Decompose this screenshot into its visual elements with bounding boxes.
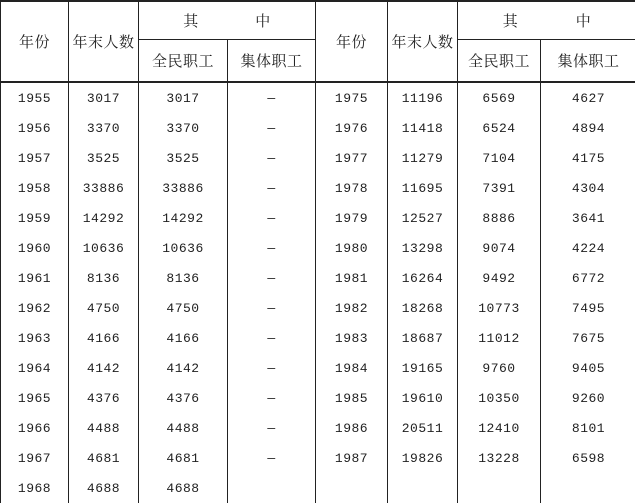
collective-workers-cell: — — [228, 113, 316, 143]
state-workers-cell: 4750 — [139, 293, 228, 323]
collective-workers-cell: 9405 — [571, 360, 606, 376]
total-cell: 3370 — [69, 113, 139, 143]
year-column-header: 年份 — [316, 2, 388, 83]
collective-workers-cell: — — [228, 383, 316, 413]
total-cell: 19610 — [388, 383, 458, 413]
of-which-char-2: 中 — [255, 12, 271, 30]
state-workers-cell: 9760 — [458, 353, 541, 383]
year-cell: 1961 — [1, 263, 69, 293]
year-cell: 1957 — [1, 143, 69, 173]
total-cell: 10636 — [69, 233, 139, 263]
state-workers-cell: 4142 — [139, 353, 228, 383]
collective-workers-cell: 7675 — [571, 330, 606, 346]
collective-workers-cell — [541, 473, 635, 503]
year-column-header: 年份 — [1, 2, 69, 83]
collective-workers-cell: 4224 — [571, 240, 606, 256]
total-cell: 11695 — [388, 173, 458, 203]
year-cell: 1976 — [316, 113, 388, 143]
collective-workers-cell: — — [228, 263, 316, 293]
year-cell — [316, 473, 388, 503]
state-workers-cell: 4688 — [139, 473, 228, 503]
state-workers-cell: 8886 — [458, 203, 541, 233]
collective-workers-cell: — — [228, 293, 316, 323]
year-cell: 1975 — [316, 83, 388, 113]
collective-workers-cell — [228, 473, 316, 503]
collective-workers-cell: — — [228, 83, 316, 113]
state-workers-cell: 4681 — [139, 443, 228, 473]
collective-workers-cell: — — [228, 323, 316, 353]
total-cell — [388, 473, 458, 503]
collective-workers-cell: 4627 — [571, 90, 606, 106]
collective-workers-cell: 3641 — [571, 210, 606, 226]
collective-workers-cell: — — [228, 443, 316, 473]
year-cell: 1962 — [1, 293, 69, 323]
state-workers-cell: 9074 — [458, 233, 541, 263]
collective-workers-cell: 4304 — [571, 180, 606, 196]
total-cell: 4681 — [69, 443, 139, 473]
year-cell: 1966 — [1, 413, 69, 443]
total-cell: 18687 — [388, 323, 458, 353]
collective-workers-cell: — — [228, 173, 316, 203]
state-workers-cell: 13228 — [458, 443, 541, 473]
total-cell: 11418 — [388, 113, 458, 143]
year-cell: 1967 — [1, 443, 69, 473]
total-cell: 4142 — [69, 353, 139, 383]
collective-workers-cell: 6598 — [571, 450, 606, 466]
year-cell: 1968 — [1, 473, 69, 503]
collective-workers-cell: 9260 — [571, 390, 606, 406]
year-cell: 1959 — [1, 203, 69, 233]
collective-workers-cell: — — [228, 143, 316, 173]
total-cell: 3017 — [69, 83, 139, 113]
collective-workers-cell: 8101 — [571, 420, 606, 436]
state-workers-cell: 7391 — [458, 173, 541, 203]
state-workers-cell: 4488 — [139, 413, 228, 443]
year-cell: 1986 — [316, 413, 388, 443]
state-workers-cell: 33886 — [139, 173, 228, 203]
collective-workers-cell: — — [228, 233, 316, 263]
total-cell: 3525 — [69, 143, 139, 173]
total-cell: 20511 — [388, 413, 458, 443]
year-cell: 1985 — [316, 383, 388, 413]
state-workers-cell: 3370 — [139, 113, 228, 143]
total-cell: 14292 — [69, 203, 139, 233]
collective-workers-cell: 6772 — [571, 270, 606, 286]
collective-workers-cell: — — [228, 353, 316, 383]
total-cell: 4688 — [69, 473, 139, 503]
year-cell: 1987 — [316, 443, 388, 473]
state-workers-cell: 11012 — [458, 323, 541, 353]
collective-workers-column-header: 集体职工 — [541, 40, 635, 83]
collective-workers-cell: 4894 — [571, 120, 606, 136]
year-cell: 1984 — [316, 353, 388, 383]
total-cell: 33886 — [69, 173, 139, 203]
year-end-total-column-header: 年末人数 — [388, 2, 458, 83]
total-cell: 19826 — [388, 443, 458, 473]
state-workers-cell: 3525 — [139, 143, 228, 173]
of-which-group-header — [458, 2, 635, 40]
collective-workers-cell: 4175 — [571, 150, 606, 166]
state-workers-cell: 10350 — [458, 383, 541, 413]
state-workers-cell: 4166 — [139, 323, 228, 353]
total-cell: 19165 — [388, 353, 458, 383]
state-workers-column-header: 全民职工 — [458, 40, 541, 83]
state-workers-cell: 9492 — [458, 263, 541, 293]
year-end-total-column-header: 年末人数 — [69, 2, 139, 83]
year-cell: 1977 — [316, 143, 388, 173]
of-which-char-1: 其 — [183, 12, 199, 30]
state-workers-cell: 6569 — [458, 83, 541, 113]
year-cell: 1965 — [1, 383, 69, 413]
year-cell: 1963 — [1, 323, 69, 353]
year-cell: 1955 — [1, 83, 69, 113]
collective-workers-cell: — — [228, 203, 316, 233]
state-workers-cell: 8136 — [139, 263, 228, 293]
state-workers-cell: 4376 — [139, 383, 228, 413]
of-which-group-header — [139, 2, 316, 40]
state-workers-column-header: 全民职工 — [139, 40, 228, 83]
total-cell: 11279 — [388, 143, 458, 173]
state-workers-cell: 3017 — [139, 83, 228, 113]
total-cell: 4376 — [69, 383, 139, 413]
year-cell: 1982 — [316, 293, 388, 323]
state-workers-cell: 10636 — [139, 233, 228, 263]
of-which-char-1: 其 — [502, 12, 519, 30]
year-cell: 1983 — [316, 323, 388, 353]
collective-workers-cell: — — [228, 413, 316, 443]
collective-workers-column-header: 集体职工 — [228, 40, 316, 83]
total-cell: 4166 — [69, 323, 139, 353]
state-workers-cell: 14292 — [139, 203, 228, 233]
state-workers-cell: 7104 — [458, 143, 541, 173]
total-cell: 16264 — [388, 263, 458, 293]
collective-workers-cell: 7495 — [571, 300, 606, 316]
year-cell: 1960 — [1, 233, 69, 263]
year-cell: 1978 — [316, 173, 388, 203]
year-cell: 1964 — [1, 353, 69, 383]
state-workers-cell: 6524 — [458, 113, 541, 143]
total-cell: 12527 — [388, 203, 458, 233]
total-cell: 11196 — [388, 83, 458, 113]
year-cell: 1956 — [1, 113, 69, 143]
year-cell: 1979 — [316, 203, 388, 233]
year-cell: 1980 — [316, 233, 388, 263]
total-cell: 8136 — [69, 263, 139, 293]
total-cell: 13298 — [388, 233, 458, 263]
state-workers-cell: 12410 — [458, 413, 541, 443]
year-cell: 1981 — [316, 263, 388, 293]
year-cell: 1958 — [1, 173, 69, 203]
total-cell: 18268 — [388, 293, 458, 323]
total-cell: 4750 — [69, 293, 139, 323]
total-cell: 4488 — [69, 413, 139, 443]
state-workers-cell — [458, 473, 541, 503]
state-workers-cell: 10773 — [458, 293, 541, 323]
of-which-char-2: 中 — [575, 12, 592, 30]
